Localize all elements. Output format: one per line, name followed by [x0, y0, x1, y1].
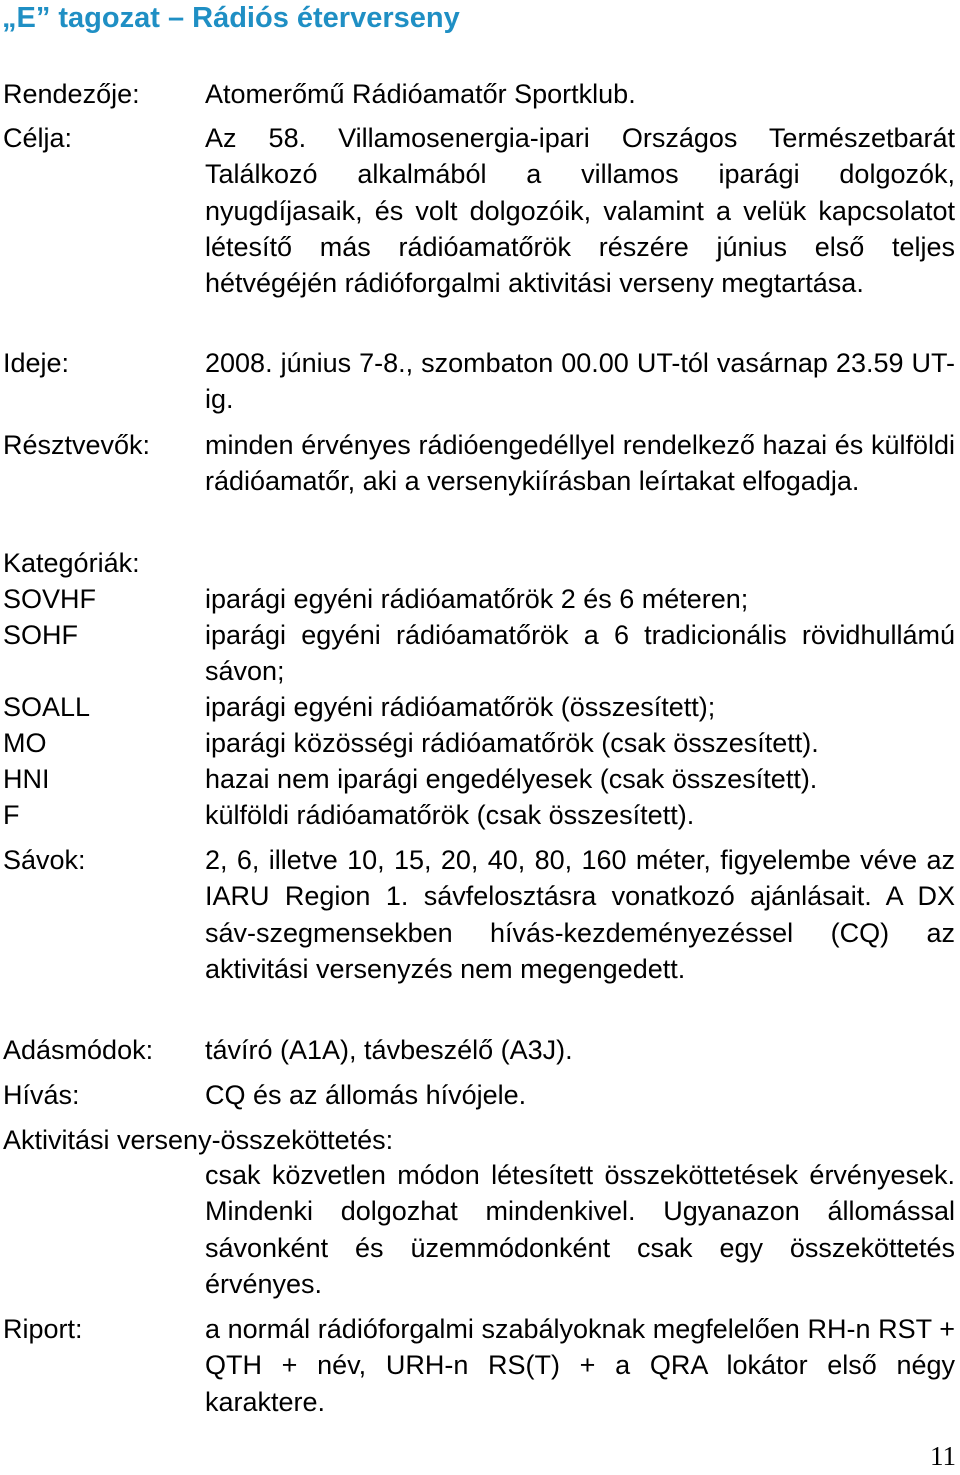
value-modes: távíró (A1A), távbeszélő (A3J).: [205, 1035, 573, 1065]
category-desc: iparági egyéni rádióamatőrök 2 és 6 méteren;: [205, 584, 749, 614]
label-modes: Adásmódok:: [3, 1035, 154, 1065]
label-activity-contacts: Aktivitási verseny-összeköttetés:: [3, 1125, 394, 1155]
value-report: a normál rádióforgalmi szabályoknak megfelelően RH-n RST + QTH + név, URH-n RS(T) + a QRA lokátor első négy karaktere.: [205, 1314, 955, 1417]
category-desc: iparági közösségi rádióamatőrök (csak összesített).: [205, 728, 819, 758]
label-organizer: Rendezője:: [3, 79, 140, 109]
category-code: F: [3, 800, 20, 830]
label-participants: Résztvevők:: [3, 430, 151, 460]
category-code: HNI: [3, 764, 50, 794]
value-date: 2008. június 7-8., szombaton 00.00 UT-tól vasárnap 23.59 UT-ig.: [205, 348, 955, 415]
label-categories: Kategóriák:: [3, 548, 140, 578]
category-code: SOVHF: [3, 584, 97, 614]
category-desc: iparági egyéni rádióamatőrök a 6 tradicionális rövidhullámú sávon;: [205, 620, 955, 687]
category-code: SOHF: [3, 620, 79, 650]
label-purpose: Célja:: [3, 123, 73, 153]
category-code: SOALL: [3, 692, 91, 722]
value-organizer: Atomerőmű Rádióamatőr Sportklub.: [205, 79, 636, 109]
label-report: Riport:: [3, 1314, 83, 1344]
category-desc: hazai nem iparági engedélyesek (csak összesített).: [205, 764, 818, 794]
category-desc: iparági egyéni rádióamatőrök (összesített);: [205, 692, 716, 722]
value-bands: 2, 6, illetve 10, 15, 20, 40, 80, 160 méter, figyelembe véve az IARU Region 1. sávfelosztásra vonatkozó ajánlásait. A DX sáv-szegmensekben hívás-kezdeményezéssel (CQ) az aktivitási versenyzés nem megengedett.: [205, 845, 955, 984]
label-date: Ideje:: [3, 348, 70, 378]
document-title: „E” tagozat – Rádiós éterverseny: [2, 2, 460, 34]
value-call: CQ és az állomás hívójele.: [205, 1080, 527, 1110]
label-call: Hívás:: [3, 1080, 80, 1110]
value-participants: minden érvényes rádióengedéllyel rendelkező hazai és külföldi rádióamatőr, aki a versenykiírásban leírtakat elfogadja.: [205, 430, 955, 497]
value-purpose: Az 58. Villamosenergia-ipari Országos Természetbarát Találkozó alkalmából a villamos iparági dolgozók, nyugdíjasaik, és volt dolgozóik, valamint a velük kapcsolatot létesítő más rádióamatőrök részére június első teljes hétvégéjén rádióforgalmi aktivitási verseny megtartása.: [205, 123, 955, 299]
page-number: 11: [930, 1441, 956, 1471]
category-code: MO: [3, 728, 47, 758]
value-activity-contacts: csak közvetlen módon létesített összeköttetések érvényesek. Mindenki dolgozhat mindenkivel. Ugyanazon állomással sávonként és üzemmódonként csak egy összeköttetés érvényes.: [205, 1160, 955, 1299]
label-bands: Sávok:: [3, 845, 86, 875]
category-desc: külföldi rádióamatőrök (csak összesített).: [205, 800, 695, 830]
